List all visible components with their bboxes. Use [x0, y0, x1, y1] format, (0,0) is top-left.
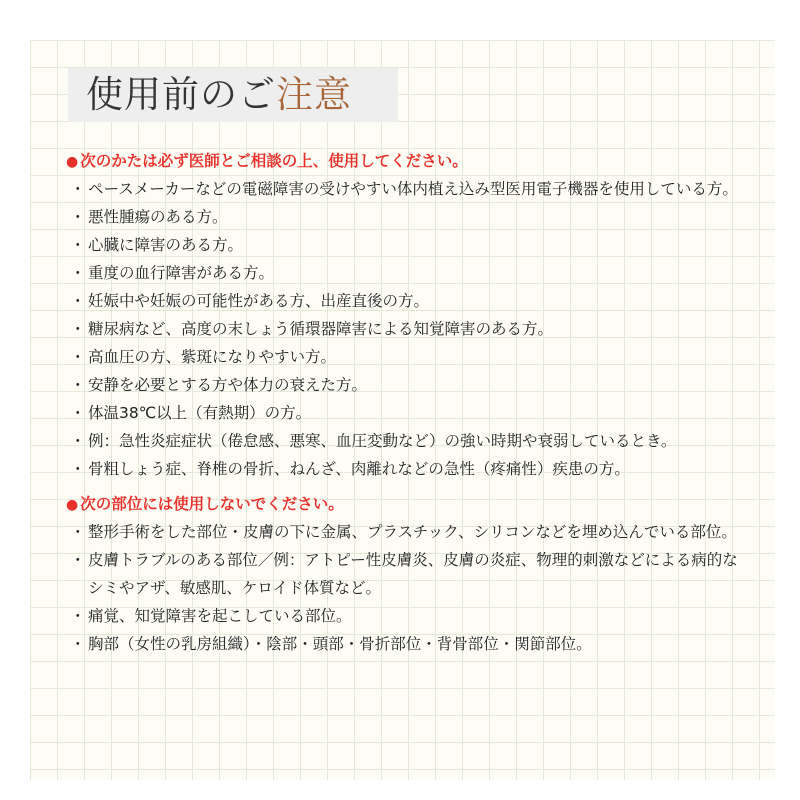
list-marker: ・	[70, 292, 86, 310]
list-item-text: 例：急性炎症症状（倦怠感、悪寒、血圧変動など）の強い時期や衰弱しているとき。	[88, 432, 677, 450]
list-item	[66, 259, 746, 287]
list-item	[66, 546, 746, 602]
consult-list	[66, 175, 746, 483]
list-item	[66, 343, 746, 371]
list-item-text: 悪性腫瘍のある方。	[88, 208, 228, 226]
section-prohibited-areas	[66, 491, 746, 658]
list-item	[66, 427, 746, 455]
prohibited-list	[66, 518, 746, 658]
list-marker: ・	[70, 376, 86, 394]
list-item-text: 重度の血行障害がある方。	[88, 264, 275, 282]
list-item-text: 安静を必要とする方や体力の衰えた方。	[88, 376, 368, 394]
list-marker: ・	[70, 432, 86, 450]
list-marker: ・	[70, 551, 86, 569]
section-spacer	[66, 483, 746, 491]
red-dot-icon: ●	[66, 154, 79, 170]
list-item	[66, 231, 746, 259]
list-marker: ・	[70, 607, 86, 625]
page-title	[86, 69, 352, 121]
list-item	[66, 175, 746, 203]
list-marker: ・	[70, 404, 86, 422]
list-item-text: 整形手術をした部位・皮膚の下に金属、プラスチック、シリコンなどを埋め込んでいる部位。	[88, 523, 737, 541]
list-item	[66, 287, 746, 315]
list-marker: ・	[70, 208, 86, 226]
list-marker: ・	[70, 180, 86, 198]
list-item-text: 痛覚、知覚障害を起こしている部位。	[88, 607, 352, 625]
list-marker: ・	[70, 460, 86, 478]
list-marker: ・	[70, 320, 86, 338]
list-item	[66, 630, 746, 658]
list-item	[66, 455, 746, 483]
list-marker: ・	[70, 635, 86, 653]
section-consult	[66, 148, 746, 483]
list-marker: ・	[70, 523, 86, 541]
list-item-text: 骨粗しょう症、脊椎の骨折、ねんざ、肉離れなどの急性（疼痛性）疾患の方。	[88, 460, 630, 478]
list-item	[66, 602, 746, 630]
list-item	[66, 203, 746, 231]
list-item-text: 糖尿病など、高度の末しょう循環器障害による知覚障害のある方。	[88, 320, 554, 338]
notice-content	[66, 148, 746, 658]
list-item	[66, 518, 746, 546]
list-item-text: 高血圧の方、紫斑になりやすい方。	[88, 348, 337, 366]
list-item-text: 心臓に障害のある方。	[88, 236, 244, 254]
list-marker: ・	[70, 264, 86, 282]
list-marker: ・	[70, 348, 86, 366]
list-marker: ・	[70, 236, 86, 254]
red-dot-icon: ●	[66, 497, 79, 513]
list-item	[66, 371, 746, 399]
list-item	[66, 399, 746, 427]
list-item	[66, 315, 746, 343]
list-item-text: ペースメーカーなどの電磁障害の受けやすい体内植え込み型医用電子機器を使用している方。	[88, 180, 738, 198]
list-item-text: 皮膚トラブルのある部位／例：アトピー性皮膚炎、皮膚の炎症、物理的刺激などによる病的なシミやアザ、敏感肌、ケロイド体質など。	[88, 551, 738, 597]
section-heading-text: 次の部位には使用しないでください。	[80, 495, 344, 513]
section-heading	[66, 491, 746, 518]
list-item-text: 妊娠中や妊娠の可能性がある方、出産直後の方。	[88, 292, 430, 310]
title-main: 使用前のご	[86, 73, 276, 116]
section-heading	[66, 148, 746, 175]
list-item-text: 体温38℃以上（有熱期）の方。	[88, 404, 312, 422]
title-accent: 注意	[276, 73, 352, 116]
section-heading-text: 次のかたは必ず医師とご相談の上、使用してください。	[80, 152, 468, 170]
list-item-text: 胸部（女性の乳房組織）・陰部・頭部・骨折部位・背骨部位・関節部位。	[88, 635, 592, 653]
